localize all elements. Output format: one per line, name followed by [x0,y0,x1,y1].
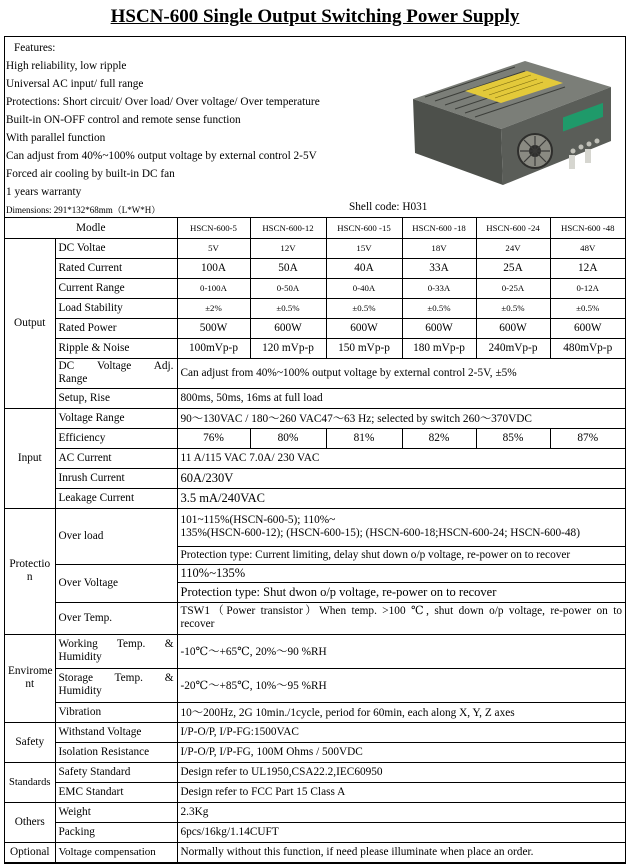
value-line: 135%(HSCN-600-12); (HSCN-600-15); (HSCN-600-18;HSCN-600-24; HSCN-600-48) [180,527,580,539]
model-cell: HSCN-600-12 [250,218,326,238]
row-label-line: Range [58,373,88,385]
value-cell [177,602,625,634]
row-label [55,358,177,388]
optional-section-label: Optional [5,842,55,862]
value-cell [177,508,625,546]
shell-code: Shell code: H031 [349,201,428,213]
safety-section-label: Safety [5,722,55,762]
document-title: HSCN-600 Single Output Switching Power Supply [110,6,520,27]
withstand-row [5,722,625,742]
row-label: Over Voltage [55,564,177,602]
row-label: Ripple & Noise [55,338,177,358]
emc-row [5,782,625,802]
value-cell: Design refer to UL1950,CSA22.2,IEC60950 [177,762,625,782]
section-label-line: nt [25,678,35,690]
value-cell: ±0.5% [550,298,625,318]
value-cell: 6pcs/16kg/1.14CUFT [177,822,625,842]
feature-item: High reliability, low ripple [6,60,127,72]
over-load-row [5,508,625,546]
dimensions: Dimensions: 291*132*68mm（L*W*H） [6,205,161,215]
value-cell: 33A [402,258,476,278]
row-label: Over load [55,508,177,564]
model-cell: HSCN-600 -48 [550,218,625,238]
value-cell: 50A [250,258,326,278]
value-cell: 60A/230V [177,468,625,488]
value-cell: 0-100A [177,278,250,298]
row-label: DC Voltae [55,238,177,258]
value-line: recover [180,618,215,630]
features-block [5,37,625,218]
value-cell: Protection type: Current limiting, delay shut down o/p voltage, re-power on to recover [177,546,625,564]
value-cell: 87% [550,428,625,448]
setup-row [5,388,625,408]
power-supply-photo [405,47,615,187]
value-cell: ±0.5% [250,298,326,318]
value-cell: 240mVp-p [476,338,550,358]
value-cell: 24V [476,238,550,258]
features-list [6,39,320,219]
model-cell: HSCN-600 -15 [326,218,402,238]
leakage-row [5,488,625,508]
model-cell: HSCN-600 -24 [476,218,550,238]
row-label: Inrush Current [55,468,177,488]
optional-row [5,842,625,862]
row-label-line: Humidity [58,651,102,663]
row-label [55,634,177,668]
adj-range-row [5,358,625,388]
others-section-label: Others [5,802,55,842]
value-cell: 180 mVp-p [402,338,476,358]
feature-item: 1 years warranty [6,186,82,198]
row-label: Efficiency [55,428,177,448]
value-cell: 82% [402,428,476,448]
model-label: Modle [5,218,177,238]
row-label: Safety Standard [55,762,177,782]
packing-row [5,822,625,842]
safety-standard-row [5,762,625,782]
value-cell: I/P-O/P, I/P-FG, 100M Ohms / 500VDC [177,742,625,762]
vibration-row [5,702,625,722]
value-cell: ±0.5% [326,298,402,318]
value-cell: 11 A/115 VAC 7.0A/ 230 VAC [177,448,625,468]
spec-sheet [4,36,626,864]
row-label: AC Current [55,448,177,468]
value-cell: 76% [177,428,250,448]
value-cell: 12A [550,258,625,278]
row-label: Leakage Current [55,488,177,508]
value-cell: 85% [476,428,550,448]
value-cell: 0-50A [250,278,326,298]
feature-item: Protections: Short circuit/ Over load/ Over voltage/ Over temperature [6,96,320,108]
features-heading: Features: [14,42,56,54]
section-label-line: n [26,571,33,583]
row-label: Voltage Range [55,408,177,428]
value-cell: ±0.5% [476,298,550,318]
standards-section-label: Standards [5,762,55,802]
value-cell: 480mVp-p [550,338,625,358]
row-label: Isolation Resistance [55,742,177,762]
row-label: Current Range [55,278,177,298]
model-cell: HSCN-600-5 [177,218,250,238]
value-cell: 10～200Hz, 2G 10min./1cycle, period for 60min, each along X, Y, Z axes [177,702,625,722]
model-row [5,218,625,238]
value-cell: 120 mVp-p [250,338,326,358]
voltage-range-row [5,408,625,428]
environment-section-label [5,634,55,722]
row-label-line: Working Temp. & [58,638,174,650]
load-stability-row [5,298,625,318]
section-label-line: Envirome [8,665,53,677]
section-label-line: Protectio [9,558,51,570]
value-cell: 5V [177,238,250,258]
rated-current-row [5,258,625,278]
row-label: Packing [55,822,177,842]
current-range-row [5,278,625,298]
isolation-row [5,742,625,762]
weight-row [5,802,625,822]
value-cell: 600W [326,318,402,338]
working-row [5,634,625,668]
value-cell: 18V [402,238,476,258]
value-cell: 25A [476,258,550,278]
row-label-line: Humidity [58,685,102,697]
value-cell: 800ms, 50ms, 16ms at full load [177,388,625,408]
feature-item: Universal AC input/ full range [6,78,144,90]
value-cell: Can adjust from 40%~100% output voltage by external control 2-5V, ±5% [177,358,625,388]
value-cell: ±2% [177,298,250,318]
row-label: Setup, Rise [55,388,177,408]
storage-row [5,668,625,702]
value-cell: -10℃～+65℃, 20%～90 %RH [177,634,625,668]
value-cell: 600W [402,318,476,338]
value-cell: 110%~135% [177,564,625,582]
inrush-row [5,468,625,488]
value-cell: 600W [550,318,625,338]
value-cell: 81% [326,428,402,448]
output-section-label: Output [5,238,55,408]
row-label: EMC Standart [55,782,177,802]
value-cell: 600W [250,318,326,338]
value-cell: 80% [250,428,326,448]
value-cell: 0-12A [550,278,625,298]
value-cell: -20℃～+85℃, 10%～95 %RH [177,668,625,702]
value-cell: 0-33A [402,278,476,298]
ac-current-row [5,448,625,468]
value-cell: 600W [476,318,550,338]
row-label-line: DC Voltage Adj. [58,360,174,372]
value-cell: 150 mVp-p [326,338,402,358]
row-label: Vibration [55,702,177,722]
value-cell: ±0.5% [402,298,476,318]
rated-power-row [5,318,625,338]
row-label: Weight [55,802,177,822]
value-cell: Design refer to FCC Part 15 Class A [177,782,625,802]
value-cell: 2.3Kg [177,802,625,822]
value-cell: 40A [326,258,402,278]
value-cell: 100A [177,258,250,278]
protection-section-label [5,508,55,634]
model-cell: HSCN-600 -18 [402,218,476,238]
feature-item: Built-in ON-OFF control and remote sense function [6,114,241,126]
value-line: 101~115%(HSCN-600-5); 110%~ [180,514,336,526]
row-label: Rated Current [55,258,177,278]
value-cell: 48V [550,238,625,258]
value-cell: 90～130VAC / 180～260 VAC47～63 Hz; selected by switch 260～370VDC [177,408,625,428]
feature-item: Forced air cooling by built-in DC fan [6,168,175,180]
row-label: Withstand Voltage [55,722,177,742]
row-label: Over Temp. [55,602,177,634]
value-cell: 0-25A [476,278,550,298]
value-cell: 15V [326,238,402,258]
row-label: Voltage compensation [55,842,177,862]
value-line: TSW1（Power transistor）When temp. >100 ℃, shut down o/p voltage, re-power on to [180,605,622,617]
value-cell: 3.5 mA/240VAC [177,488,625,508]
spec-table [5,218,625,863]
row-label: Rated Power [55,318,177,338]
over-voltage-row [5,564,625,582]
feature-item: Can adjust from 40%~100% output voltage by external control 2-5V [6,150,317,162]
row-label-line: Storage Temp. & [58,672,174,684]
value-cell: 500W [177,318,250,338]
efficiency-row [5,428,625,448]
value-cell: 100mVp-p [177,338,250,358]
row-label: Load Stability [55,298,177,318]
value-cell: 0-40A [326,278,402,298]
value-cell: 12V [250,238,326,258]
ripple-row [5,338,625,358]
dc-voltage-row [5,238,625,258]
over-temp-row [5,602,625,634]
value-cell: Normally without this function, if need please illuminate when place an order. [177,842,625,862]
value-cell: I/P-O/P, I/P-FG:1500VAC [177,722,625,742]
feature-item: With parallel function [6,132,106,144]
row-label [55,668,177,702]
value-cell: Protection type: Shut dwon o/p voltage, re-power on to recover [177,582,625,602]
input-section-label: Input [5,408,55,508]
